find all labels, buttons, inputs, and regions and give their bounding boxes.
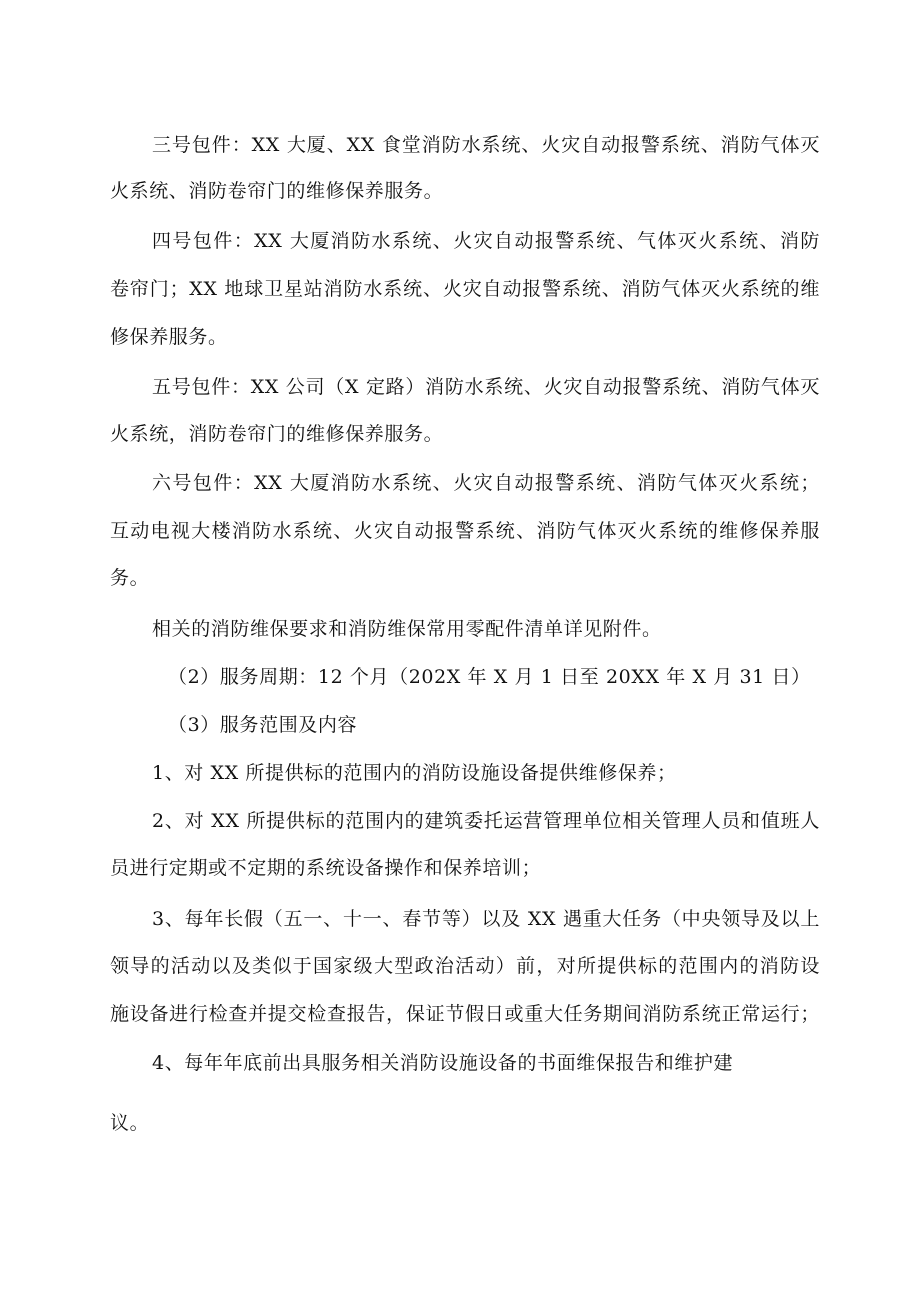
package-three-line-1: 三号包件：XX 大厦、XX 食堂消防水系统、火灾自动报警系统、消防气体灭 [152,134,820,156]
scope-item-3-line-2: 领导的活动以及类似于国家级大型政治活动）前，对所提供标的范围内的消防设 [110,955,820,977]
package-three-line-2: 火系统、消防卷帘门的维修保养服务。 [110,180,444,202]
service-period-line: （2）服务周期：12 个月（202X 年 X 月 1 日至 20XX 年 X 月 31 日） [168,666,811,688]
attachment-note-line: 相关的消防维保要求和消防维保常用零配件清单详见附件。 [152,618,662,640]
package-five-line-2: 火系统，消防卷帘门的维修保养服务。 [110,423,444,445]
scope-item-2-line-2: 员进行定期或不定期的系统设备操作和保养培训； [110,857,542,879]
scope-item-4-line-2: 议。 [110,1112,150,1134]
package-six-line-1: 六号包件：XX 大厦消防水系统、火灾自动报警系统、消防气体灭火系统； [152,472,820,494]
package-four-line-1: 四号包件：XX 大厦消防水系统、火灾自动报警系统、气体灭火系统、消防 [152,230,820,252]
scope-item-1-line: 1、对 XX 所提供标的范围内的消防设施设备提供维修保养； [152,762,677,784]
scope-item-2-line-1: 2、对 XX 所提供标的范围内的建筑委托运营管理单位相关管理人员和值班人 [152,810,820,832]
package-four-line-3: 修保养服务。 [110,326,228,348]
package-four-line-2: 卷帘门；XX 地球卫星站消防水系统、火灾自动报警系统、消防气体灭火系统的维 [110,278,820,300]
scope-item-3-line-1: 3、每年长假（五一、十一、春节等）以及 XX 遇重大任务（中央领导及以上 [152,908,820,930]
package-six-line-3: 务。 [110,567,150,589]
package-five-line-1: 五号包件：XX 公司（X 定路）消防水系统、火灾自动报警系统、消防气体灭 [152,376,820,398]
scope-item-3-line-3: 施设备进行检查并提交检查报告，保证节假日或重大任务期间消防系统正常运行； [110,1003,820,1025]
scope-item-4-line-1: 4、每年年底前出具服务相关消防设施设备的书面维保报告和维护建 [152,1052,734,1074]
package-six-line-2: 互动电视大楼消防水系统、火灾自动报警系统、消防气体灭火系统的维修保养服 [110,520,820,542]
service-scope-heading-line: （3）服务范围及内容 [168,714,358,736]
